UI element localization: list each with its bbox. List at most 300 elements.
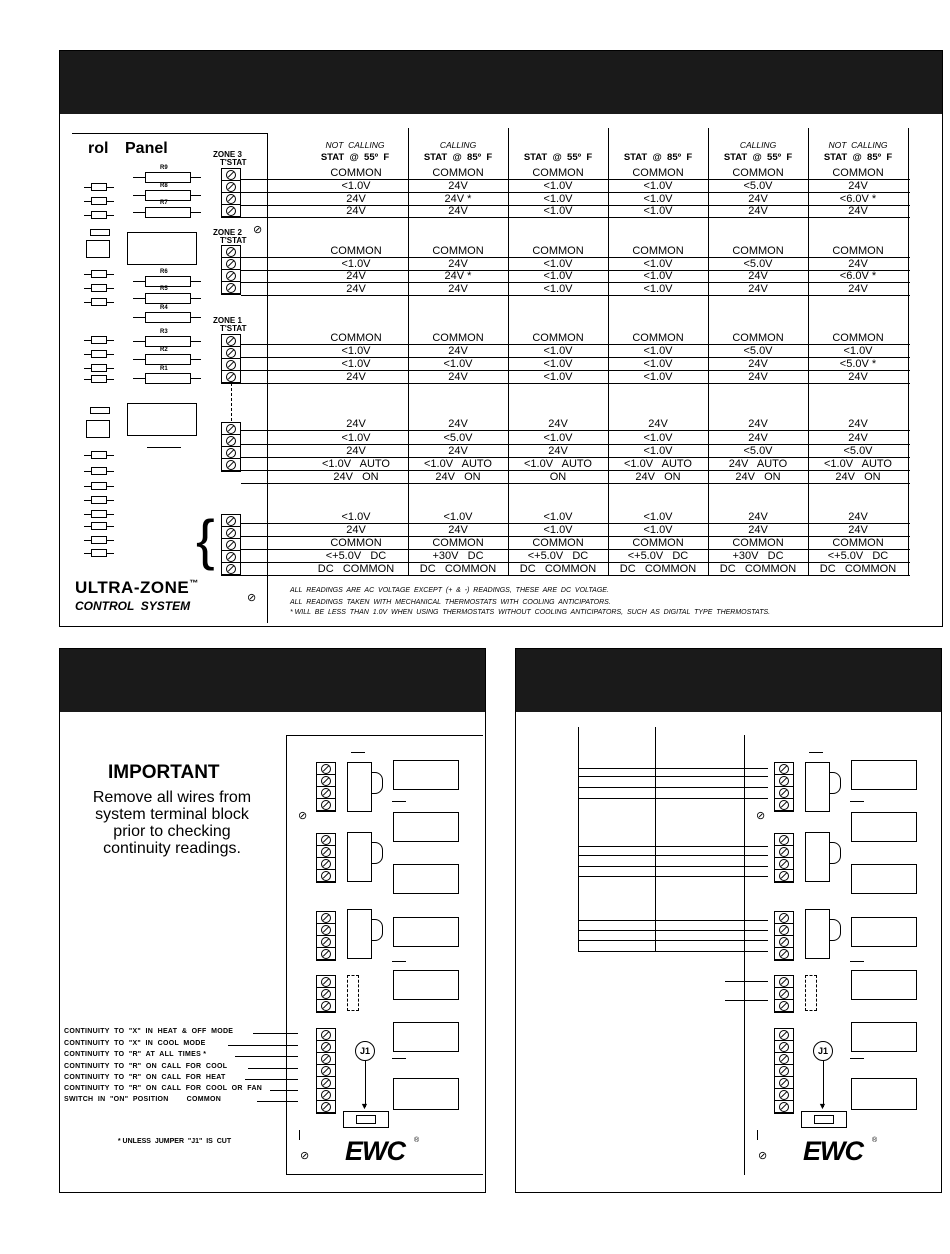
zone1-tstat: T'STAT [220, 324, 247, 333]
right-terminal-block-4 [774, 975, 794, 1013]
terminal-screw-icon [774, 1089, 794, 1101]
left-tick [351, 752, 365, 753]
right-module [851, 970, 917, 1000]
column-divider [908, 128, 909, 576]
row-rule [241, 575, 910, 576]
reading-cell: <1.0V [643, 511, 673, 523]
terminal-screw-icon [774, 1077, 794, 1089]
reading-cell: 24V [548, 418, 568, 430]
important-line: Remove all wires from [92, 789, 252, 806]
reading-cell: <5.0V [743, 258, 773, 270]
left-tick [392, 1058, 406, 1059]
reading-cell: <1.0V AUTO [824, 458, 892, 470]
terminal-screw-icon [221, 181, 241, 193]
zone3-label: ZONE 3 [213, 150, 242, 159]
column-header-stat: STAT @ 85º F [623, 152, 693, 163]
terminal-screw-icon [316, 1077, 336, 1089]
right-tick [850, 801, 864, 802]
terminal-screw-icon [774, 912, 794, 924]
reading-cell: COMMON [532, 537, 584, 549]
reading-cell: <1.0V [341, 432, 371, 444]
column-header-state: NOT CALLING [828, 140, 888, 150]
left-tick [392, 961, 406, 962]
reading-cell: 24V [346, 270, 366, 282]
terminal-screw-icon [316, 834, 336, 846]
small-resistor-icon [91, 364, 107, 372]
reading-cell: DC COMMON [317, 563, 395, 575]
right-module [851, 760, 917, 790]
terminal-screw-icon [316, 763, 336, 775]
note-1: ALL READINGS ARE AC VOLTAGE EXCEPT (+ & -) READINGS, THESE ARE DC VOLTAGE. [290, 587, 609, 594]
reading-cell: <1.0V [643, 445, 673, 457]
reading-cell: 24V [848, 205, 868, 217]
reading-cell: COMMON [632, 537, 684, 549]
terminal-screw-icon [221, 258, 241, 270]
reading-cell: 24V [748, 432, 768, 444]
left-terminal-block-4 [316, 975, 336, 1013]
column-header-state: CALLING [439, 140, 477, 150]
important-text [74, 789, 270, 857]
terminal-screw-icon [316, 976, 336, 988]
reading-cell: <1.0V [543, 270, 573, 282]
right-jumper-link [814, 1115, 834, 1124]
reading-cell: 24V [346, 283, 366, 295]
continuity-panel-header-bar [60, 649, 485, 712]
reading-cell: 24V [448, 371, 468, 383]
column-header-stat: STAT @ 55º F [320, 152, 390, 163]
resistor-icon [145, 190, 191, 201]
left-ewc-logo: EWC [345, 1136, 405, 1166]
terminal-screw-icon [316, 1029, 336, 1041]
wire [578, 768, 768, 769]
power-terminal-block [221, 514, 241, 576]
resistor-icon [145, 293, 191, 304]
reading-cell: 24V [748, 283, 768, 295]
terminal-screw-icon [221, 551, 241, 563]
wire [578, 846, 768, 847]
reading-cell: 24V ON [835, 471, 881, 483]
left-module [393, 1078, 459, 1110]
left-registered-mark: ® [414, 1137, 420, 1144]
left-tick [392, 801, 406, 802]
reading-cell: <+5.0V DC [827, 550, 889, 562]
right-module [851, 917, 917, 947]
terminal-screw-icon [774, 1029, 794, 1041]
terminal-screw-icon [316, 924, 336, 936]
right-relay-tab [829, 919, 841, 941]
terminal-screw-icon [774, 936, 794, 948]
terminal-screw-icon [774, 787, 794, 799]
terminal-screw-icon [221, 359, 241, 371]
reading-cell: <1.0V [543, 193, 573, 205]
wire [578, 930, 768, 931]
reading-cell: 24V [748, 205, 768, 217]
reading-cell: 24V [748, 418, 768, 430]
reading-cell: COMMON [432, 245, 484, 257]
terminal-screw-icon [774, 988, 794, 1000]
terminal-screw-icon [316, 948, 336, 960]
right-tick [850, 961, 864, 962]
terminal-screw-icon [221, 270, 241, 282]
reading-cell: COMMON [632, 167, 684, 179]
terminal-screw-icon [316, 936, 336, 948]
reading-cell: 24V [848, 283, 868, 295]
terminal-screw-icon [221, 246, 241, 258]
wire [578, 855, 768, 856]
reading-cell: 24V ON [435, 471, 481, 483]
reading-cell: 24V [448, 418, 468, 430]
reading-cell: <1.0V [643, 258, 673, 270]
reading-cell: DC COMMON [419, 563, 497, 575]
terminal-screw-icon [316, 858, 336, 870]
left-relay-tab [371, 842, 383, 864]
resistor-label: R9 [160, 165, 168, 171]
resistor-label: R7 [160, 200, 168, 206]
right-tick [850, 1058, 864, 1059]
column-header-stat: STAT @ 85º F [823, 152, 893, 163]
reading-cell: <1.0V [643, 193, 673, 205]
reading-cell: 24V [848, 371, 868, 383]
terminal-screw-icon [221, 371, 241, 383]
wire [578, 776, 768, 777]
small-resistor-icon [91, 211, 107, 219]
terminal-screw-icon [221, 205, 241, 217]
reading-cell: 24V [748, 358, 768, 370]
reading-cell: <1.0V [543, 511, 573, 523]
reading-cell: COMMON [330, 245, 382, 257]
zone1-terminal-block [221, 334, 241, 384]
reading-cell: DC COMMON [719, 563, 797, 575]
reading-cell: 24V [448, 524, 468, 536]
right-screw-icon: ⊘ [758, 1150, 768, 1162]
wire [725, 1000, 768, 1001]
reading-cell: 24V [748, 511, 768, 523]
right-terminal-block-1 [774, 762, 794, 812]
reading-cell: <5.0V * [839, 358, 877, 370]
reading-cell: 24V AUTO [728, 458, 788, 470]
reading-cell: <1.0V [543, 358, 573, 370]
left-relay-tab [371, 772, 383, 794]
reading-cell: <1.0V [543, 205, 573, 217]
small-resistor-icon [91, 298, 107, 306]
reading-cell: <1.0V [643, 270, 673, 282]
right-ewc-logo: EWC [803, 1136, 863, 1166]
terminal-screw-icon [774, 1053, 794, 1065]
wire [578, 940, 768, 941]
left-arrow-down-icon: ▼ [360, 1101, 369, 1111]
reading-cell: 24V [448, 205, 468, 217]
reading-cell: <+5.0V DC [627, 550, 689, 562]
reading-cell: <1.0V AUTO [624, 458, 692, 470]
column-header-stat: STAT @ 55º F [723, 152, 793, 163]
jumper-note [114, 1131, 231, 1145]
column-header-state: CALLING [739, 140, 777, 150]
reading-cell: COMMON [432, 167, 484, 179]
reading-cell: <1.0V [643, 180, 673, 192]
terminal-screw-icon [774, 1041, 794, 1053]
terminal-screw-icon [316, 787, 336, 799]
reading-cell: 24V * [444, 270, 472, 282]
reading-cell: COMMON [532, 245, 584, 257]
column-header-stat: STAT @ 85º F [423, 152, 493, 163]
reading-cell: <1.0V [543, 180, 573, 192]
wire [578, 920, 768, 921]
terminal-screw-icon [316, 1065, 336, 1077]
small-resistor-icon [91, 350, 107, 358]
right-terminal-block-2 [774, 833, 794, 883]
reading-cell: COMMON [732, 332, 784, 344]
reading-cell: <1.0V [543, 524, 573, 536]
left-jumper-link [356, 1115, 376, 1124]
terminal-screw-icon [221, 515, 241, 527]
left-terminal-block-2 [316, 833, 336, 883]
row-rule [241, 295, 910, 296]
left-module [393, 917, 459, 947]
note-2: ALL READINGS TAKEN WITH MECHANICAL THERMOSTATS WITH COOLING ANTICIPATORS. [290, 599, 611, 606]
reading-cell: 24V [848, 180, 868, 192]
reading-cell: COMMON [632, 245, 684, 257]
wire-bundle-right [655, 727, 656, 952]
reading-cell: <1.0V [543, 345, 573, 357]
reading-cell: 24V [346, 524, 366, 536]
right-module [851, 1022, 917, 1052]
reading-cell: <1.0V [843, 345, 873, 357]
right-module [851, 1078, 917, 1110]
left-jumper-outline [347, 975, 359, 1011]
resistor-label: R1 [160, 366, 168, 372]
left-j1-label: J1 [355, 1041, 375, 1061]
small-resistor-icon [91, 536, 107, 544]
terminal-screw-icon [316, 988, 336, 1000]
terminal-screw-icon [221, 459, 241, 471]
right-tick [809, 752, 823, 753]
reading-cell: <1.0V [643, 524, 673, 536]
terminal-screw-icon [221, 335, 241, 347]
important-line: prior to checking [113, 823, 231, 840]
note-3: * WILL BE LESS THAN 1.0V WHEN USING THERMOSTATS WITHOUT COOLING ANTICIPATORS, SUCH AS DIGITAL TYPE THERMOSTATS. [290, 609, 771, 616]
terminal-screw-icon [221, 169, 241, 181]
small-resistor-icon [91, 482, 107, 490]
reading-cell: <+5.0V DC [325, 550, 387, 562]
reading-cell: <1.0V [543, 283, 573, 295]
reading-cell: <1.0V [341, 180, 371, 192]
terminal-screw-icon [316, 846, 336, 858]
small-resistor-icon [91, 197, 107, 205]
left-screw-icon: ⊘ [300, 1150, 310, 1162]
reading-cell: 24V * [444, 193, 472, 205]
right-module [851, 864, 917, 894]
terminal-screw-icon [316, 1101, 336, 1113]
reading-cell: 24V [448, 345, 468, 357]
reading-cell: <5.0V [843, 445, 873, 457]
small-resistor-icon [91, 549, 107, 557]
resistor-label: R3 [160, 329, 168, 335]
left-module [393, 970, 459, 1000]
terminal-screw-icon [316, 1041, 336, 1053]
reading-cell: <1.0V [643, 345, 673, 357]
wire [578, 951, 768, 952]
reading-cell: COMMON [832, 245, 884, 257]
resistor-icon [145, 312, 191, 323]
resistor-icon [145, 373, 191, 384]
brand-tm: ™ [189, 578, 199, 588]
left-terminal-block-1 [316, 762, 336, 812]
wire [578, 798, 768, 799]
reading-cell: <1.0V [341, 358, 371, 370]
reading-cell: <1.0V [341, 258, 371, 270]
continuity-item: CONTINUITY TO "X" IN COOL MODE [64, 1040, 206, 1047]
continuity-item: CONTINUITY TO "R" ON CALL FOR COOL OR FAN [64, 1085, 263, 1092]
reading-cell: 24V [748, 270, 768, 282]
right-module [851, 812, 917, 842]
right-relay-tab [829, 842, 841, 864]
ultra-zone-logo [75, 578, 199, 598]
resistor-icon [145, 336, 191, 347]
terminal-screw-icon [774, 924, 794, 936]
reading-cell: DC COMMON [619, 563, 697, 575]
small-resistor-icon [91, 496, 107, 504]
reading-cell: <1.0V [341, 345, 371, 357]
terminal-screw-icon [316, 799, 336, 811]
left-module [393, 760, 459, 790]
reading-cell: 24V [848, 511, 868, 523]
terminal-screw-icon [316, 912, 336, 924]
reading-cell: 24V [346, 193, 366, 205]
reading-cell: <1.0V [643, 432, 673, 444]
left-relay [347, 832, 372, 882]
row-rule [241, 483, 910, 484]
reading-cell: 24V [448, 283, 468, 295]
board-rule [147, 447, 181, 448]
terminal-screw-icon [774, 1101, 794, 1113]
reading-cell: 24V [648, 418, 668, 430]
important-title: IMPORTANT [108, 762, 220, 783]
reading-cell: <1.0V AUTO [424, 458, 492, 470]
terminal-screw-icon [221, 193, 241, 205]
reading-cell: +30V DC [732, 550, 784, 562]
important-line: continuity readings. [103, 840, 241, 857]
terminal-screw-icon [774, 763, 794, 775]
board-fuse-1 [86, 240, 110, 258]
terminal-screw-icon [316, 870, 336, 882]
continuity-item: CONTINUITY TO "R" AT ALL TIMES * [64, 1051, 207, 1058]
board-fuse-2 [86, 420, 110, 438]
reading-cell: <1.0V [643, 371, 673, 383]
reading-cell: <1.0V AUTO [322, 458, 390, 470]
terminal-screw-icon [316, 775, 336, 787]
small-resistor-icon [91, 284, 107, 292]
terminal-screw-icon [221, 423, 241, 435]
right-terminal-block-3 [774, 911, 794, 961]
terminal-screw-icon [774, 976, 794, 988]
reading-cell: 24V [548, 445, 568, 457]
zone4-terminal-block [221, 422, 241, 472]
row-rule [241, 217, 910, 218]
terminal-screw-icon [774, 1065, 794, 1077]
right-relay [805, 909, 830, 959]
reading-cell: COMMON [330, 332, 382, 344]
resistor-icon [145, 172, 191, 183]
terminal-screw-icon [774, 834, 794, 846]
left-relay-tab [371, 919, 383, 941]
reading-cell: <1.0V [643, 283, 673, 295]
board-relay-2 [127, 403, 197, 436]
wire [578, 876, 768, 877]
right-j1-label: J1 [813, 1041, 833, 1061]
reading-cell: 24V [748, 193, 768, 205]
wire [578, 787, 768, 788]
terminal-screw-icon [774, 948, 794, 960]
reading-cell: COMMON [632, 332, 684, 344]
reading-cell: DC COMMON [819, 563, 897, 575]
continuity-item: SWITCH IN "ON" POSITION COMMON [64, 1096, 222, 1103]
small-resistor-icon [91, 522, 107, 530]
small-resistor-icon [91, 451, 107, 459]
right-terminal-block-5 [774, 1028, 794, 1114]
zone3-terminal-block [221, 168, 241, 218]
left-module [393, 812, 459, 842]
board-part-top [90, 229, 110, 236]
reading-cell: COMMON [832, 332, 884, 344]
top-panel-header-bar [60, 51, 942, 114]
resistor-icon [145, 276, 191, 287]
right-relay [805, 762, 830, 812]
resistor-label: R8 [160, 183, 168, 189]
reading-cell: <5.0V [743, 445, 773, 457]
terminal-screw-icon [221, 539, 241, 551]
reading-cell: <5.0V [443, 432, 473, 444]
reading-cell: ON [549, 471, 567, 483]
reading-cell: COMMON [532, 332, 584, 344]
reading-cell: 24V [848, 258, 868, 270]
terminal-screw-icon [316, 1000, 336, 1012]
continuity-item: CONTINUITY TO "X" IN HEAT & OFF MODE [64, 1028, 234, 1035]
reading-cell: DC COMMON [519, 563, 597, 575]
terminal-screw-icon [221, 435, 241, 447]
left-module [393, 864, 459, 894]
wire [578, 866, 768, 867]
continuity-item: CONTINUITY TO "R" ON CALL FOR HEAT [64, 1074, 226, 1081]
reading-cell: COMMON [432, 537, 484, 549]
reading-cell: <1.0V [443, 358, 473, 370]
terminal-screw-icon [221, 282, 241, 294]
column-header-state: NOT CALLING [325, 140, 385, 150]
brace-symbol: { [196, 508, 215, 571]
left-terminal-block-3 [316, 911, 336, 961]
left-terminal-block-5 [316, 1028, 336, 1114]
resistor-label: R4 [160, 305, 168, 311]
brand-subtitle: CONTROL SYSTEM [75, 599, 191, 613]
reading-cell: <1.0V [643, 205, 673, 217]
reading-cell: 24V [448, 180, 468, 192]
reading-cell: 24V ON [333, 471, 379, 483]
brand-name: ULTRA-ZONE [75, 578, 190, 597]
left-relay [347, 909, 372, 959]
left-screw-icon: ⊘ [298, 810, 308, 822]
reading-cell: 24V [748, 371, 768, 383]
reading-cell: <1.0V AUTO [524, 458, 592, 470]
left-relay [347, 762, 372, 812]
reading-cell: 24V [848, 432, 868, 444]
right-jumper-outline [805, 975, 817, 1011]
reading-cell: 24V [448, 445, 468, 457]
terminal-screw-icon [316, 1089, 336, 1101]
resistor-label: R2 [160, 347, 168, 353]
continuity-item: CONTINUITY TO "R" ON CALL FOR COOL [64, 1063, 228, 1070]
reading-cell: COMMON [432, 332, 484, 344]
reading-cell: COMMON [832, 167, 884, 179]
right-registered-mark: ® [872, 1137, 878, 1144]
